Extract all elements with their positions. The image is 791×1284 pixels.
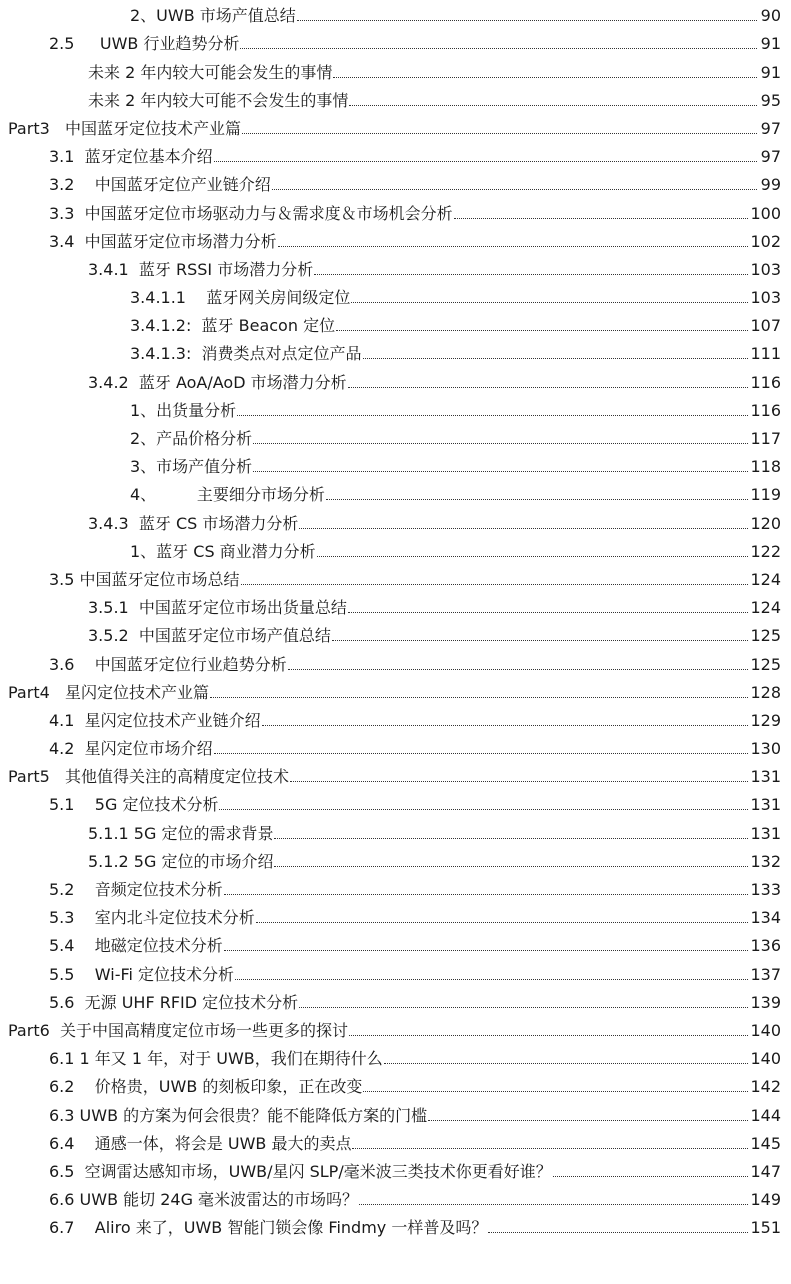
- dot-leader: [274, 865, 748, 867]
- toc-entry[interactable]: [0, 620, 791, 648]
- toc-entry[interactable]: [0, 1099, 791, 1127]
- toc-entry[interactable]: [0, 423, 791, 451]
- dot-leader: [235, 978, 748, 980]
- dot-leader: [278, 245, 749, 247]
- toc-entry[interactable]: [0, 56, 791, 84]
- toc-entry[interactable]: [0, 536, 791, 564]
- dot-leader: [351, 301, 748, 303]
- dot-leader: [332, 639, 749, 641]
- toc-entry-page-number: 134: [750, 908, 781, 928]
- toc-entry-page-number: 131: [750, 767, 781, 787]
- toc-entry[interactable]: [0, 846, 791, 874]
- dot-leader: [428, 1119, 748, 1121]
- toc-entry-page-number: 95: [760, 90, 781, 110]
- toc-entry[interactable]: [0, 1015, 791, 1043]
- toc-entry-page-number: 137: [750, 964, 781, 984]
- toc-entry-page-number: 142: [750, 1077, 781, 1097]
- toc-entry-page-number: 132: [750, 851, 781, 871]
- toc-entry[interactable]: [0, 677, 791, 705]
- dot-leader: [288, 668, 749, 670]
- toc-entry-title: 3.4.1.2: 蓝牙 Beacon 定位: [130, 315, 335, 338]
- toc-entry[interactable]: [0, 705, 791, 733]
- toc-entry-title: 3.2 中国蓝牙定位产业链介绍: [49, 174, 271, 197]
- toc-entry-page-number: 103: [750, 259, 781, 279]
- dot-leader: [224, 949, 749, 951]
- toc-entry-title: 3.4 中国蓝牙定位市场潜力分析: [49, 231, 277, 254]
- toc-entry-page-number: 151: [750, 1218, 781, 1238]
- dot-leader: [253, 442, 748, 444]
- toc-entry[interactable]: [0, 1184, 791, 1212]
- toc-entry[interactable]: [0, 479, 791, 507]
- toc-entry[interactable]: [0, 987, 791, 1015]
- toc-entry[interactable]: [0, 169, 791, 197]
- toc-entry-page-number: 130: [750, 739, 781, 759]
- dot-leader: [299, 1006, 748, 1008]
- toc-entry-page-number: 116: [750, 372, 781, 392]
- toc-entry-page-number: 140: [750, 1020, 781, 1040]
- toc-entry-title: Part5 其他值得关注的高精度定位技术: [8, 766, 289, 789]
- toc-entry[interactable]: [0, 592, 791, 620]
- toc-entry-page-number: 102: [750, 231, 781, 251]
- toc-entry[interactable]: [0, 789, 791, 817]
- toc-entry-title: 5.2 音频定位技术分析: [49, 879, 223, 902]
- toc-entry-title: 6.5 空调雷达感知市场，UWB/星闪 SLP/毫米波三类技术你更看好谁？: [49, 1161, 552, 1184]
- toc-entry[interactable]: [0, 0, 791, 28]
- toc-entry[interactable]: [0, 85, 791, 113]
- dot-leader: [219, 808, 748, 810]
- dot-leader: [262, 724, 749, 726]
- toc-entry-title: 3.4.1.1 蓝牙网关房间级定位: [130, 287, 350, 310]
- toc-entry-title: 5.5 Wi-Fi 定位技术分析: [49, 964, 234, 987]
- dot-leader: [210, 696, 748, 698]
- toc-entry-page-number: 111: [750, 344, 781, 364]
- toc-entry-title: 3.6 中国蓝牙定位行业趋势分析: [49, 654, 287, 677]
- toc-entry-page-number: 125: [750, 654, 781, 674]
- toc-entry-title: 5.1.2 5G 定位的市场介绍: [88, 851, 273, 874]
- toc-entry-title: 3.1 蓝牙定位基本介绍: [49, 146, 213, 169]
- dot-leader: [336, 329, 748, 331]
- toc-entry-title: 3.4.1 蓝牙 RSSI 市场潜力分析: [88, 259, 313, 282]
- toc-entry[interactable]: [0, 930, 791, 958]
- toc-entry-title: 6.1 1 年又 1 年，对于 UWB，我们在期待什么: [49, 1048, 383, 1071]
- toc-entry[interactable]: [0, 282, 791, 310]
- toc-entry-page-number: 139: [750, 992, 781, 1012]
- toc-entry-title: Part4 星闪定位技术产业篇: [8, 682, 209, 705]
- toc-entry-page-number: 125: [750, 626, 781, 646]
- toc-entry-page-number: 144: [750, 1105, 781, 1125]
- toc-entry[interactable]: [0, 310, 791, 338]
- dot-leader: [290, 780, 748, 782]
- toc-entry[interactable]: [0, 197, 791, 225]
- toc-entry-title: 6.4 通感一体，将会是 UWB 最大的卖点: [49, 1133, 351, 1156]
- toc-entry[interactable]: [0, 1156, 791, 1184]
- dot-leader: [326, 498, 749, 500]
- toc-entry-title: 3.3 中国蓝牙定位市场驱动力与＆需求度＆市场机会分析: [49, 203, 453, 226]
- toc-entry-title: 5.4 地磁定位技术分析: [49, 935, 223, 958]
- dot-leader: [363, 1090, 748, 1092]
- toc-entry[interactable]: [0, 451, 791, 479]
- toc-entry-title: 3.5.1 中国蓝牙定位市场出货量总结: [88, 597, 347, 620]
- toc-entry-page-number: 99: [760, 175, 781, 195]
- toc-entry-title: 6.2 价格贵，UWB 的刻板印象，正在改变: [49, 1076, 362, 1099]
- toc-entry-title: 3.4.3 蓝牙 CS 市场潜力分析: [88, 513, 298, 536]
- toc-entry-title: 5.1.1 5G 定位的需求背景: [88, 823, 273, 846]
- toc-entry-page-number: 91: [760, 34, 781, 54]
- toc-entry[interactable]: [0, 254, 791, 282]
- toc-entry[interactable]: [0, 395, 791, 423]
- toc-entry-title: 2、UWB 市场产值总结: [130, 5, 296, 28]
- dot-leader: [454, 217, 749, 219]
- toc-entry-page-number: 118: [750, 457, 781, 477]
- toc-entry-page-number: 124: [750, 569, 781, 589]
- toc-entry-page-number: 100: [750, 203, 781, 223]
- toc-entry[interactable]: [0, 1071, 791, 1099]
- toc-entry-page-number: 136: [750, 936, 781, 956]
- toc-entry[interactable]: [0, 366, 791, 394]
- toc-entry[interactable]: [0, 226, 791, 254]
- dot-leader: [349, 104, 757, 106]
- toc-entry-title: 1、蓝牙 CS 商业潜力分析: [130, 541, 316, 564]
- toc-entry-page-number: 133: [750, 880, 781, 899]
- toc-entry-page-number: 131: [750, 795, 781, 815]
- dot-leader: [299, 527, 748, 529]
- toc-entry-title: 5.3 室内北斗定位技术分析: [49, 907, 255, 930]
- dot-leader: [241, 583, 749, 585]
- toc-entry-title: Part6 关于中国高精度定位市场一些更多的探讨: [8, 1020, 348, 1043]
- dot-leader: [553, 1175, 749, 1177]
- toc-entry-page-number: 103: [750, 288, 781, 308]
- toc-entry[interactable]: [0, 1212, 791, 1240]
- toc-entry-title: 3、市场产值分析: [130, 456, 252, 479]
- dot-leader: [256, 921, 749, 923]
- toc-entry-title: 未来 2 年内较大可能会发生的事情: [88, 62, 332, 85]
- dot-leader: [317, 555, 749, 557]
- toc-entry-title: 4.2 星闪定位市场介绍: [49, 738, 213, 761]
- toc-entry[interactable]: [0, 958, 791, 986]
- toc-entry-page-number: 97: [760, 147, 781, 167]
- dot-leader: [359, 1203, 748, 1205]
- dot-leader: [224, 893, 749, 895]
- toc-entry-page-number: 119: [750, 485, 781, 505]
- toc-entry-title: 5.6 无源 UHF RFID 定位技术分析: [49, 992, 298, 1015]
- toc-entry-title: 4、 主要细分市场分析: [130, 484, 325, 507]
- toc-entry-page-number: 140: [750, 1049, 781, 1069]
- dot-leader: [348, 386, 749, 388]
- toc-entry-page-number: 149: [750, 1190, 781, 1210]
- toc-entry-title: 2、产品价格分析: [130, 428, 252, 451]
- toc-entry-title: 3.4.1.3: 消费类点对点定位产品: [130, 343, 362, 366]
- dot-leader: [384, 1062, 749, 1064]
- toc-entry[interactable]: [0, 1043, 791, 1071]
- dot-leader: [349, 1034, 749, 1036]
- toc-entry-page-number: 97: [760, 118, 781, 138]
- toc-entry-page-number: 131: [750, 823, 781, 843]
- dot-leader: [242, 132, 757, 134]
- dot-leader: [253, 470, 748, 472]
- toc-entry[interactable]: [0, 338, 791, 366]
- toc-entry-page-number: 107: [750, 316, 781, 336]
- dot-leader: [214, 160, 757, 162]
- toc-entry-title: 3.5.2 中国蓝牙定位市场产值总结: [88, 625, 331, 648]
- toc-entry[interactable]: [0, 733, 791, 761]
- toc-entry-page-number: 147: [750, 1161, 781, 1181]
- toc-entry-title: 4.1 星闪定位技术产业链介绍: [49, 710, 261, 733]
- dot-leader: [240, 47, 757, 49]
- dot-leader: [352, 1147, 748, 1149]
- toc-entry-title: 3.5 中国蓝牙定位市场总结: [49, 569, 240, 592]
- toc-entry-page-number: 90: [760, 6, 781, 26]
- toc-entry-page-number: 117: [750, 429, 781, 448]
- dot-leader: [297, 19, 757, 21]
- toc-entry-page-number: 128: [750, 682, 781, 702]
- dot-leader: [363, 357, 749, 359]
- dot-leader: [314, 273, 748, 275]
- toc-entry[interactable]: [0, 28, 791, 56]
- toc-entry[interactable]: [0, 817, 791, 845]
- toc-entry-title: 6.6 UWB 能切 24G 毫米波雷达的市场吗？: [49, 1189, 358, 1212]
- dot-leader: [272, 188, 757, 190]
- toc-entry[interactable]: [0, 1128, 791, 1156]
- toc-entry[interactable]: [0, 761, 791, 789]
- toc-entry-title: 5.1 5G 定位技术分析: [49, 794, 218, 817]
- dot-leader: [214, 752, 749, 754]
- dot-leader: [333, 76, 757, 78]
- toc-entry-title: Part3 中国蓝牙定位技术产业篇: [8, 118, 241, 141]
- dot-leader: [348, 611, 749, 613]
- toc-entry-page-number: 116: [750, 400, 781, 420]
- toc-entry[interactable]: [0, 648, 791, 676]
- toc-entry-title: 1、出货量分析: [130, 400, 236, 423]
- toc-entry-page-number: 120: [750, 513, 781, 533]
- toc-entry-title: 6.3 UWB 的方案为何会很贵？能不能降低方案的门槛: [49, 1105, 427, 1128]
- toc-entry[interactable]: [0, 564, 791, 592]
- toc-entry-page-number: 145: [750, 1133, 781, 1153]
- toc-entry-title: 2.5 UWB 行业趋势分析: [49, 33, 239, 56]
- dot-leader: [488, 1231, 748, 1233]
- toc-entry-page-number: 124: [750, 598, 781, 618]
- toc-entry[interactable]: [0, 113, 791, 141]
- toc-entry-page-number: 122: [750, 541, 781, 561]
- dot-leader: [274, 837, 748, 839]
- toc-entry-page-number: 129: [750, 710, 781, 730]
- toc-entry[interactable]: [0, 141, 791, 169]
- toc-entry-title: 6.7 Aliro 来了，UWB 智能门锁会像 Findmy 一样普及吗？: [49, 1217, 487, 1240]
- toc-entry-title: 3.4.2 蓝牙 AoA/AoD 市场潜力分析: [88, 372, 347, 395]
- dot-leader: [237, 414, 748, 416]
- toc-entry-title: 未来 2 年内较大可能不会发生的事情: [88, 90, 348, 113]
- toc-entry[interactable]: [0, 902, 791, 930]
- toc-entry[interactable]: [0, 874, 791, 902]
- toc-entry-page-number: 91: [760, 62, 781, 82]
- toc-entry[interactable]: [0, 507, 791, 535]
